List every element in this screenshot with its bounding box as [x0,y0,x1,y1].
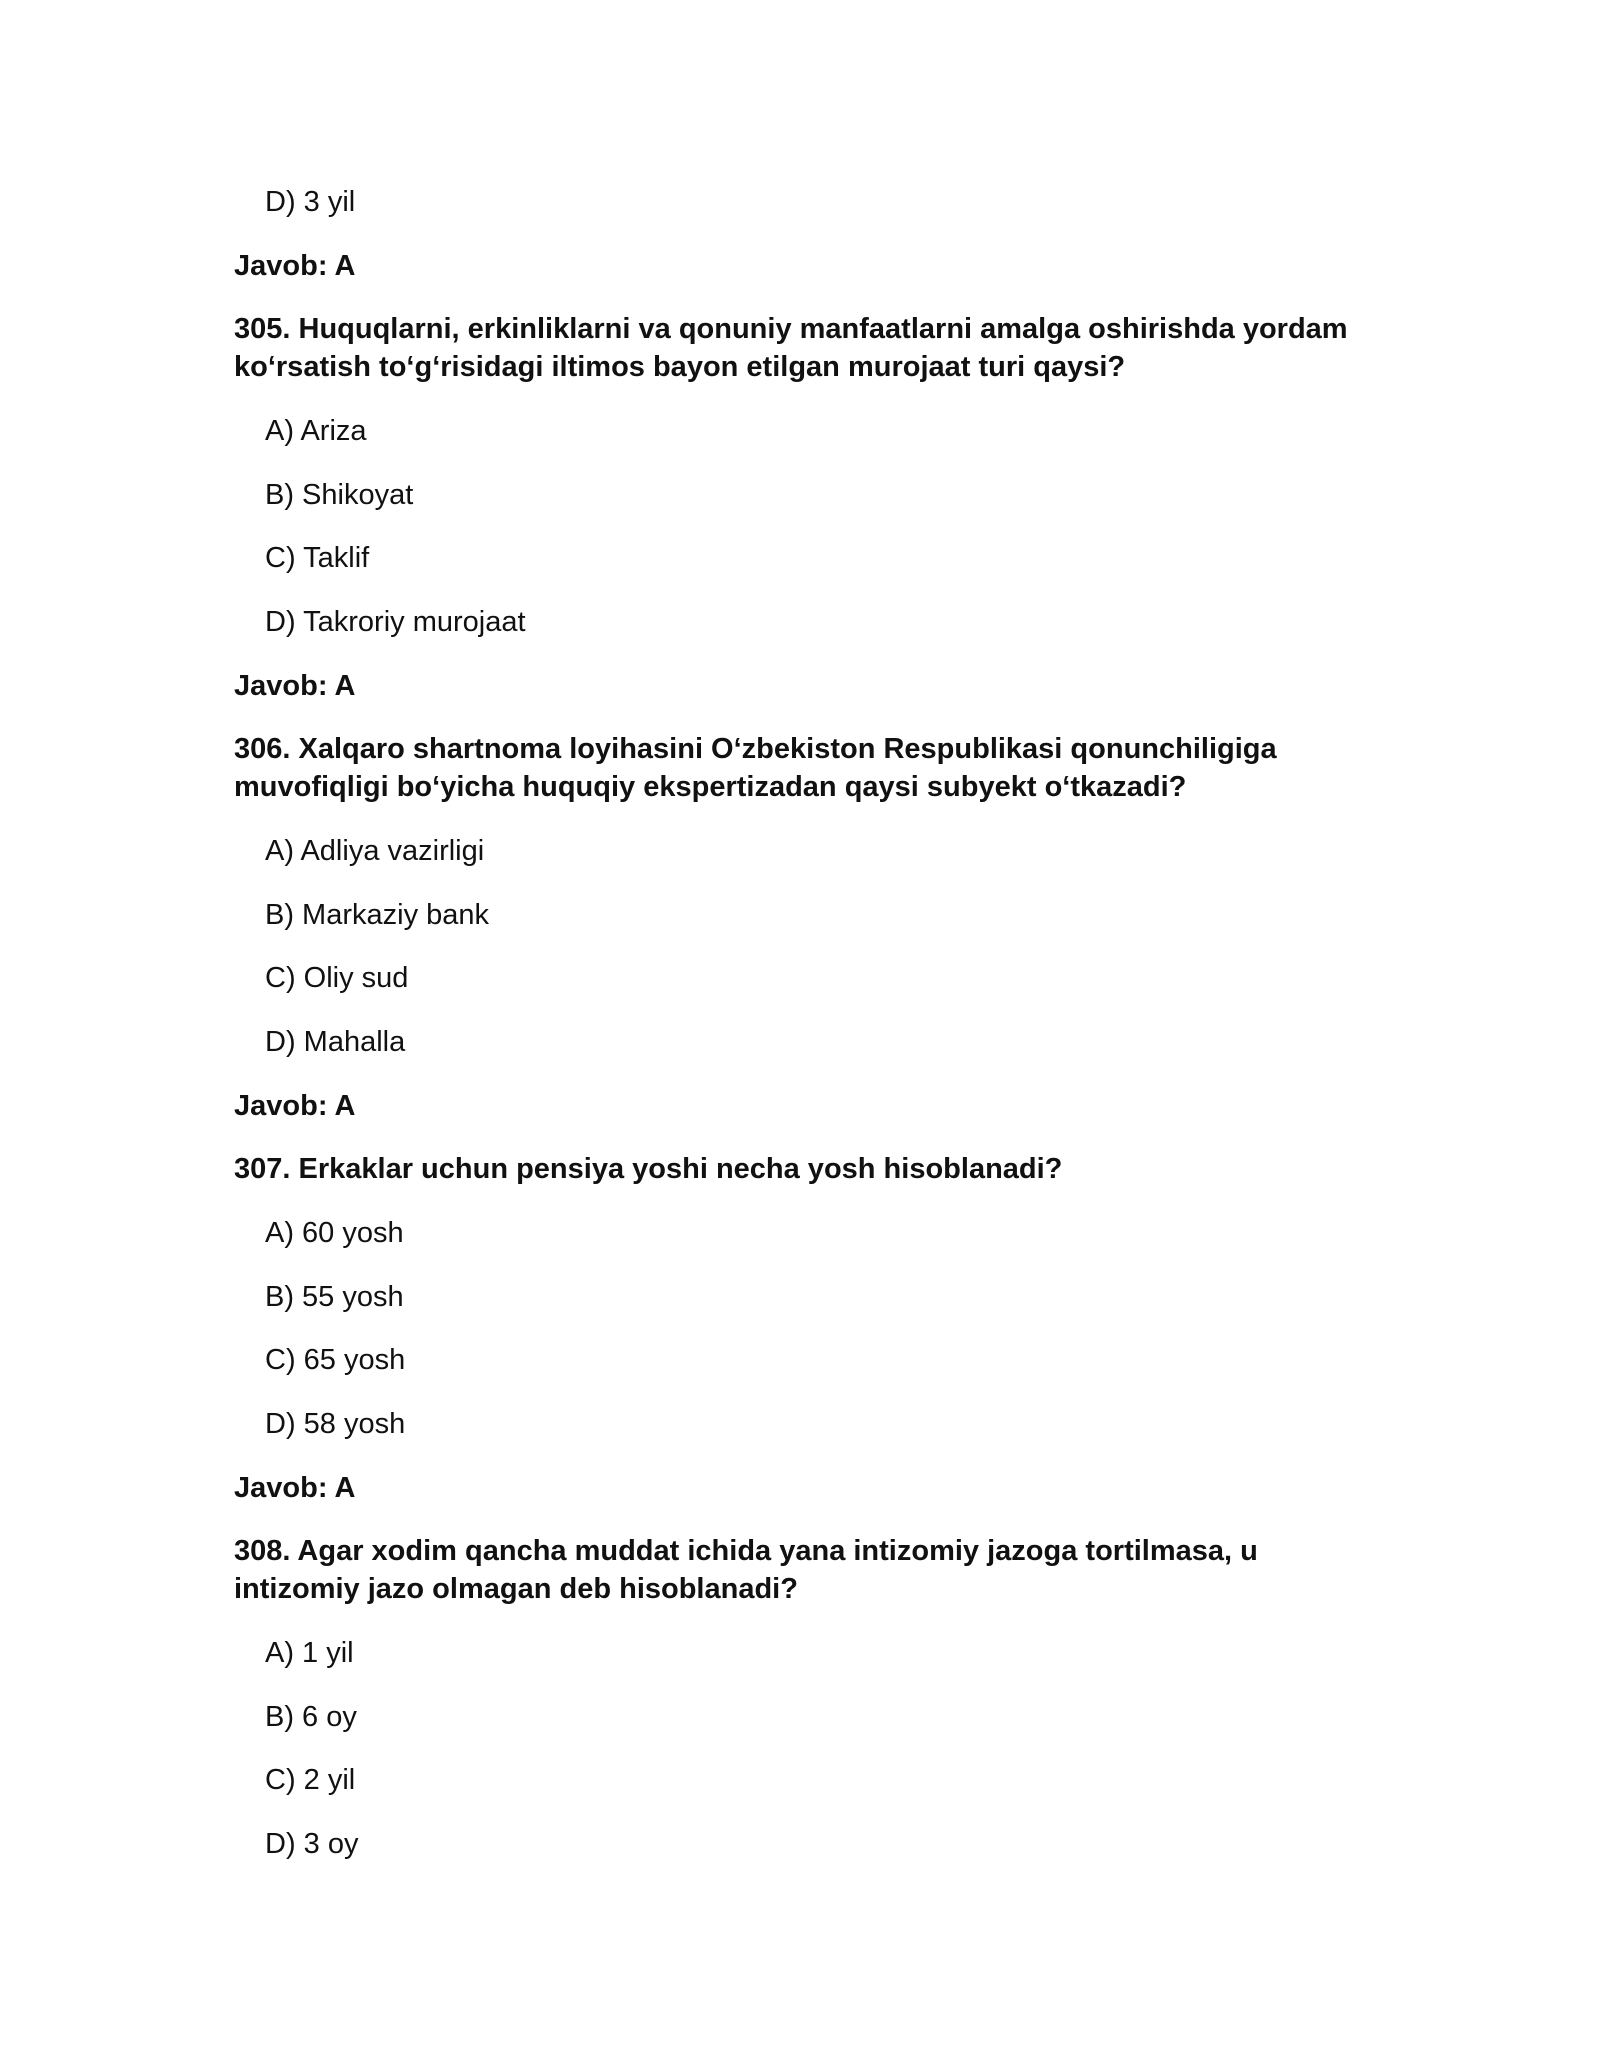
option-a: A) 1 yil [265,1637,354,1669]
option-c: C) 65 yosh [265,1344,406,1376]
answer-label: Javob: A [234,250,356,282]
question-305-line-1: 305. Huquqlarni, erkinliklarni va qonuniy manfaatlarni amalga oshirishda yordam [234,313,1348,345]
question-308-line-1: 308. Agar xodim qancha muddat ichida yana intizomiy jazoga tortilmasa, u [234,1535,1258,1567]
option-a: A) 60 yosh [265,1217,404,1249]
option-b: B) 55 yosh [265,1281,404,1313]
answer-label: Javob: A [234,1472,356,1504]
option-d: D) Takroriy murojaat [265,606,526,638]
question-306-line-2: muvofiqligi bo‘yicha huquqiy ekspertizadan qaysi subyekt o‘tkazadi? [234,771,1187,803]
question-305-line-2: ko‘rsatish to‘g‘risidagi iltimos bayon etilgan murojaat turi qaysi? [234,351,1126,383]
option-b: B) Markaziy bank [265,899,490,931]
answer-label: Javob: A [234,1090,356,1122]
option-a: A) Adliya vazirligi [265,835,485,867]
question-308-line-2: intizomiy jazo olmagan deb hisoblanadi? [234,1573,798,1605]
option-c: C) Oliy sud [265,962,409,994]
option-d: D) 3 oy [265,1828,359,1860]
option-b: B) Shikoyat [265,479,414,511]
answer-label: Javob: A [234,670,356,702]
option-c: C) 2 yil [265,1764,356,1796]
question-306-line-1: 306. Xalqaro shartnoma loyihasini O‘zbekiston Respublikasi qonunchiligiga [234,733,1277,765]
option-b: B) 6 oy [265,1701,357,1733]
option-d: D) 58 yosh [265,1408,406,1440]
option-d: D) Mahalla [265,1026,406,1058]
question-307-line-1: 307. Erkaklar uchun pensiya yoshi necha yosh hisoblanadi? [234,1153,1063,1185]
option-c: C) Taklif [265,542,370,574]
option-d: D) 3 yil [265,186,356,218]
option-a: A) Ariza [265,415,367,447]
